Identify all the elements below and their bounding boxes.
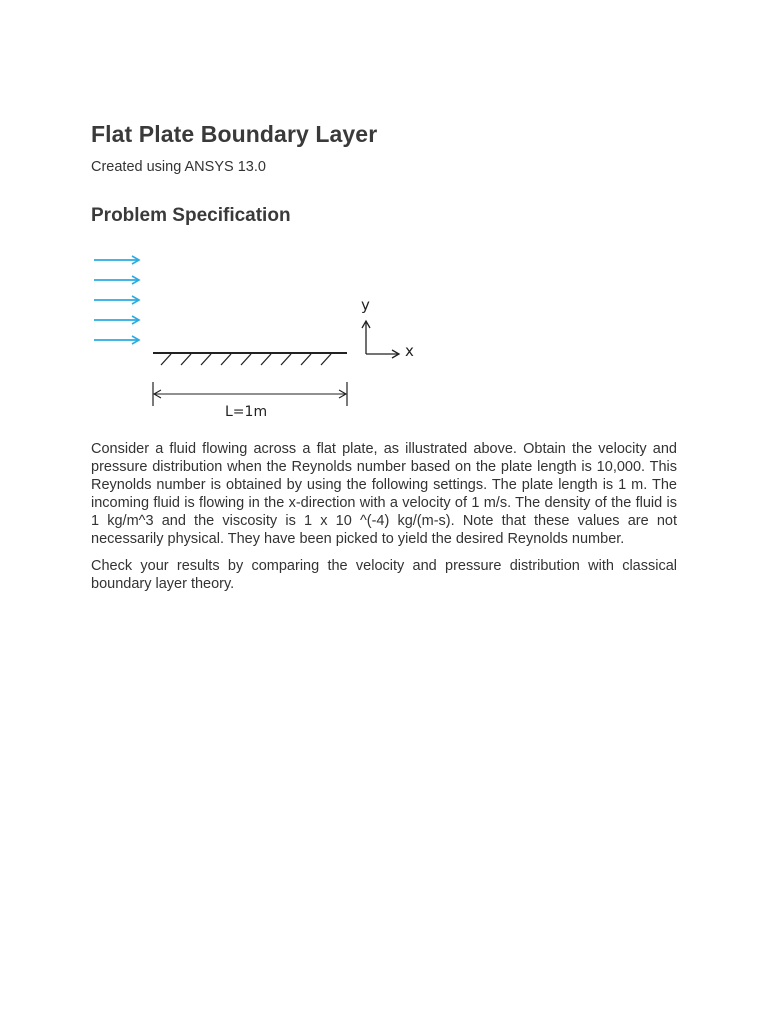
page-title: Flat Plate Boundary Layer [91, 121, 378, 147]
inflow-arrows [94, 260, 139, 340]
length-dimension [153, 382, 347, 420]
y-axis-label: y [361, 296, 370, 314]
paragraph-description: Consider a fluid flowing across a flat plate, as illustrated above. Obtain the velocity and pressure distribution when the Reynolds number based on the plate length is 10,000. This Reynolds number is obtained by using the following settings. The plate length is 1 m. The incoming fluid is flowing in the x-direction with a velocity of 1 m/s. The density of the fluid is 1 kg/m^3 and the viscosity is 1 x 10 ^(-4) kg/(m-s). Note that these values are not necessarily physical. They have been picked to yield the desired Reynolds number. [91, 441, 677, 547]
page-subtitle: Created using ANSYS 13.0 [91, 159, 266, 175]
plate-hatching [161, 354, 331, 365]
section-heading: Problem Specification [91, 205, 291, 226]
x-axis-label: x [405, 342, 414, 360]
coordinate-axes [361, 296, 414, 360]
flat-plate-diagram [91, 240, 431, 430]
paragraph-check-results: Check your results by comparing the velocity and pressure distribution with classical boundary layer theory. [91, 558, 677, 592]
flat-plate-diagram-svg [91, 240, 431, 430]
length-label: L=1m [225, 404, 268, 420]
flat-plate [153, 353, 347, 365]
